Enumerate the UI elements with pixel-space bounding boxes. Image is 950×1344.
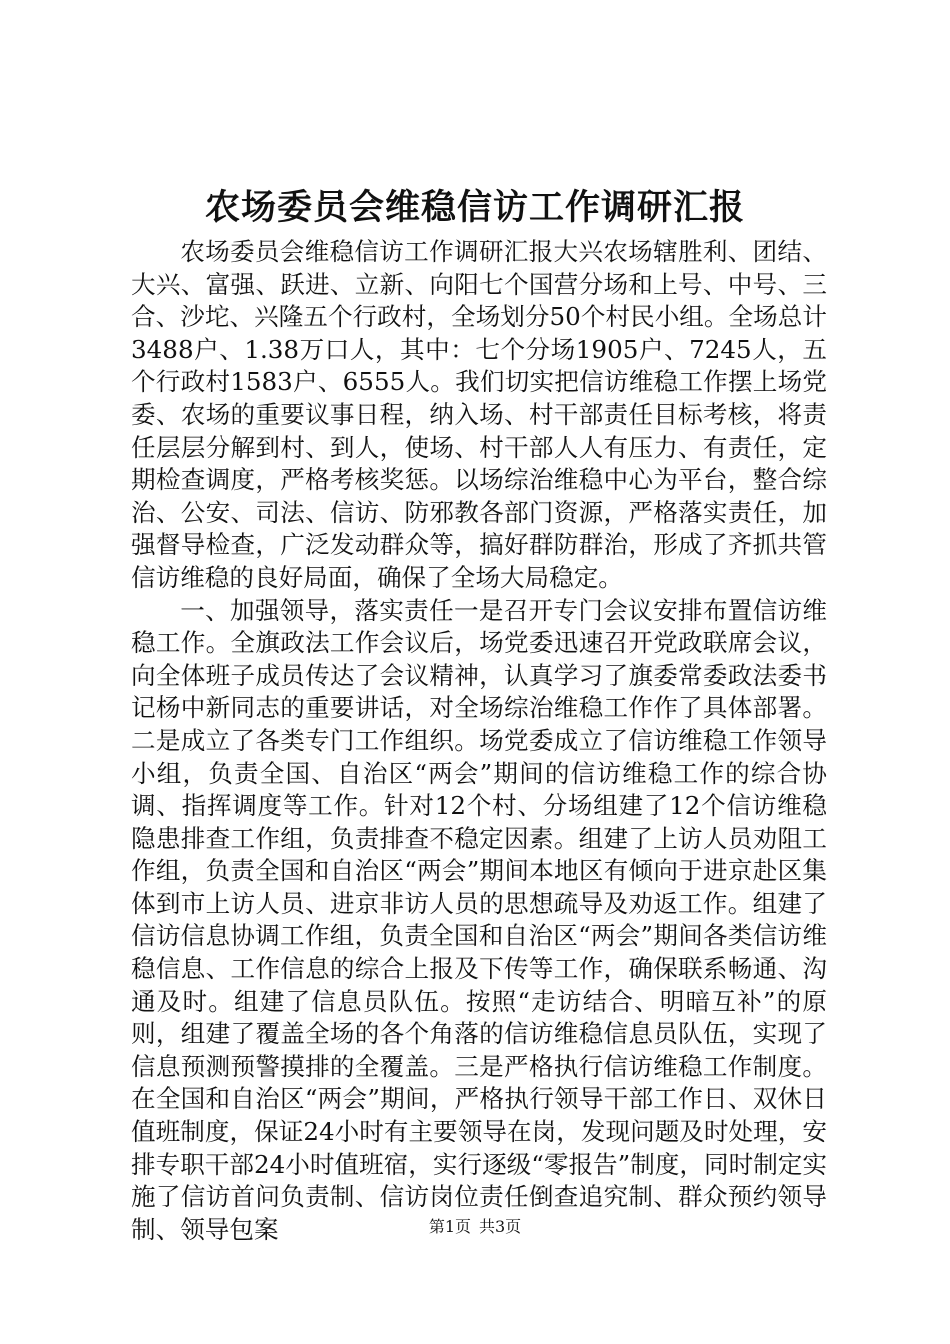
body-paragraph-1: 农场委员会维稳信访工作调研汇报大兴农场辖胜利、团结、大兴、富强、跃进、立新、向阳七个国营分场和上号、中号、三合、沙坨、兴隆五个行政村，全场划分50个村民小组。全场总计3488户、1.38万口人，其中：七个分场1905户、7245人，五个行政村1583户、6555人。我们切实把信访维稳工作摆上场党委、农场的重要议事日程，纳入场、村干部责任目标考核，将责任层层分解到村、到人，使场、村干部人人有压力、有责任，定期检查调度，严格考核奖惩。以场综治维稳中心为平台，整合综治、公安、司法、信访、防邪教各部门资源，严格落实责任，加强督导检查，广泛发动群众等，搞好群防群治，形成了齐抓共管信访维稳的良好局面，确保了全场大局稳定。 xyxy=(131,237,827,592)
page-total: 共3页 xyxy=(479,1217,522,1236)
body-paragraph-2: 一、加强领导，落实责任一是召开专门会议安排布置信访维稳工作。全旗政法工作会议后，场党委迅速召开党政联席会议，向全体班子成员传达了会议精神，认真学习了旗委常委政法委书记杨中新同志的重要讲话，对全场综治维稳工作作了具体部署。二是成立了各类专门工作组织。场党委成立了信访维稳工作领导小组，负责全国、自治区“两会”期间的信访维稳工作的综合协调、指挥调度等工作。针对12个村、分场组建了12个信访维稳隐患排查工作组，负责排查不稳定因素。组建了上访人员劝阻工作组，负责全国和自治区“两会”期间本地区有倾向于进京赴区集体到市上访人员、进京非访人员的思想疏导及劝返工作。组建了信访信息协调工作组，负责全国和自治区“两会”期间各类信访维稳信息、工作信息的综合上报及下传等工作，确保联系畅通、沟通及时。组建了信息员队伍。按照“走访结合、明暗互补”的原则，组建了覆盖全场的各个角落的信访维稳信息员队伍，实现了信息预测预警摸排的全覆盖。三是严格执行信访维稳工作制度。在全国和自治区“两会”期间，严格执行领导干部工作日、双休日值班制度，保证24小时有主要领导在岗，发现问题及时处理，安排专职干部24小时值班宿，实行逐级“零报告”制度，同时制定实施了信访首问负责制、信访岗位责任倒查追究制、群众预约领导制、领导包案 xyxy=(131,595,827,1244)
page-footer xyxy=(0,1216,950,1238)
document-body xyxy=(131,236,827,1246)
document-title: 农场委员会维稳信访工作调研汇报 xyxy=(204,187,745,228)
page-number: 第1页 xyxy=(428,1217,471,1236)
